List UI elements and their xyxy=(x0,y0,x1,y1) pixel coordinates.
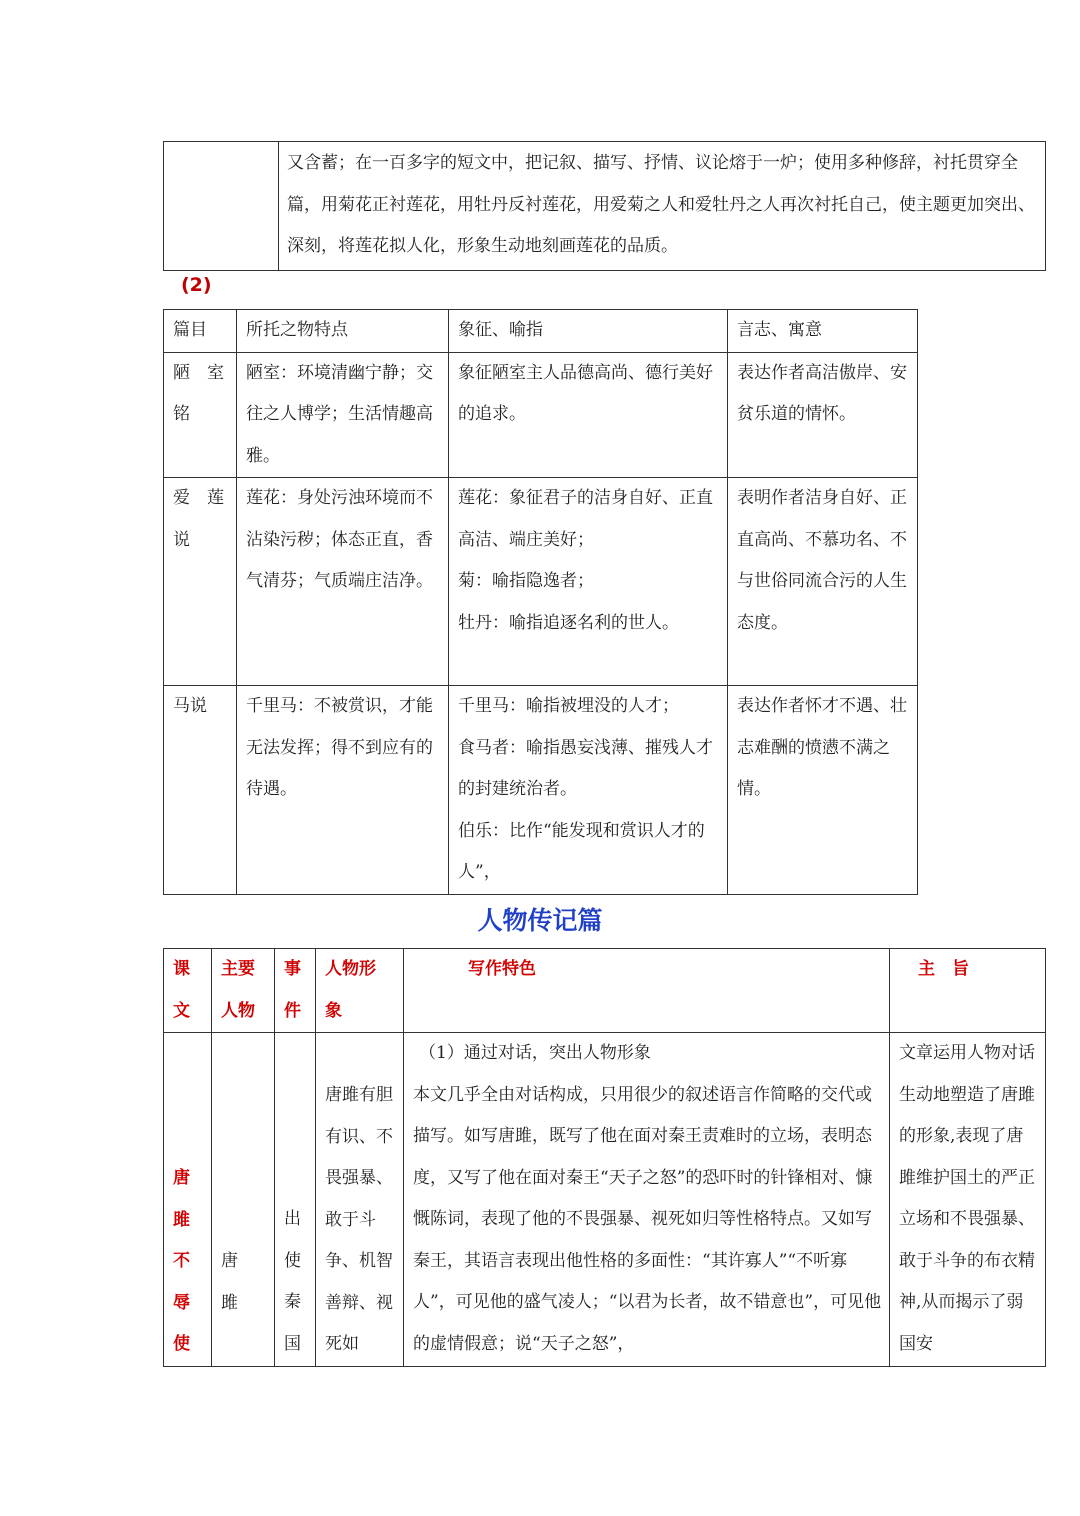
table-row xyxy=(164,478,918,686)
table-row xyxy=(164,352,918,478)
section-label: (2) xyxy=(181,274,212,296)
symbol-line: 千里马：喻指被埋没的人才； xyxy=(458,696,679,716)
symbol-line: 菊：喻指隐逸者； xyxy=(458,571,594,591)
traits-cell: 千里马：不被赏识，才能无法发挥；得不到应有的待遇。 xyxy=(237,686,449,895)
symbol-cell: 象征陋室主人品德高尚、德行美好的追求。 xyxy=(449,352,728,478)
header-cell: 象征、喻指 xyxy=(449,310,728,353)
meaning-cell: 表明作者洁身自好、正直高尚、不慕功名、不与世俗同流合污的人生态度。 xyxy=(728,478,918,686)
table-row xyxy=(164,1033,1046,1367)
header-theme: 主 旨 xyxy=(890,949,1046,1033)
header-row xyxy=(164,949,1046,1033)
symbol-cell xyxy=(449,686,728,895)
symbol-cell xyxy=(449,478,728,686)
header-event: 事 件 xyxy=(275,949,316,1033)
empty-cell xyxy=(164,142,279,271)
header-person: 主要 人物 xyxy=(212,949,275,1033)
header-feature: 写作特色 xyxy=(404,949,890,1033)
traits-cell: 陋室：环境清幽宁静；交往之人博学；生活情趣高雅。 xyxy=(237,352,449,478)
table-row xyxy=(164,686,918,895)
meaning-cell: 表达作者高洁傲岸、安贫乐道的情怀。 xyxy=(728,352,918,478)
feature-text: 本文几乎全由对话构成，只用很少的叙述语言作简略的交代或描写。如写唐雎，既写了他在面对秦王责难时的立场，表明态度，又写了他在面对秦王“天子之怒”的恐吓时的针锋相对、慷慨陈词，表现了他的不畏强暴、视死如归等性格特点。又如写秦王，其语言表现出他性格的多面性：“其许寡人”“不听寡人”，可见他的盛气凌人；“以君为长者，故不错意也”，可见他的虚情假意；说“天子之怒”， xyxy=(413,1084,882,1354)
analysis-text: 又含蓄；在一百多字的短文中，把记叙、描写、抒情、议论熔于一炉；使用多种修辞，衬托贯穿全篇，用菊花正衬莲花，用牡丹反衬莲花，用爱菊之人和爱牡丹之人再次衬托自己，使主题更加突出、深刻，将莲花拟人化，形象生动地刻画莲花的品质。 xyxy=(279,142,1046,271)
person-cell: 唐 雎 xyxy=(212,1033,275,1367)
title-cell: 陋 室铭 xyxy=(164,352,237,478)
header-image: 人物形 象 xyxy=(316,949,404,1033)
header-lesson: 课 文 xyxy=(164,949,212,1033)
symbol-line: 伯乐：比作“能发现和赏识人才的人”， xyxy=(458,820,705,882)
title-cell: 爱 莲说 xyxy=(164,478,237,686)
feature-title: （1）通过对话，突出人物形象 xyxy=(419,1043,651,1063)
symbol-line: 牡丹：喻指追逐名利的世人。 xyxy=(458,612,679,633)
table-row xyxy=(164,142,1046,271)
header-cell: 言志、寓意 xyxy=(728,310,918,353)
continuation-table xyxy=(163,141,1046,271)
image-cell: 唐雎有胆有识、不畏强暴、敢于斗争、机智善辩、视死如 xyxy=(316,1033,404,1367)
lesson-cell: 唐 雎 不 辱 使 xyxy=(164,1033,212,1367)
meaning-cell: 表达作者怀才不遇、壮志难酬的愤懑不满之情。 xyxy=(728,686,918,895)
symbolism-table xyxy=(163,309,918,895)
theme-cell: 文章运用人物对话生动地塑造了唐雎的形象,表现了唐雎维护国土的严正立场和不畏强暴、敢于斗争的布衣精神,从而揭示了弱国安 xyxy=(890,1033,1046,1367)
feature-cell xyxy=(404,1033,890,1367)
header-cell: 篇目 xyxy=(164,310,237,353)
event-cell: 出 使 秦 国 xyxy=(275,1033,316,1367)
symbol-line: 食马者：喻指愚妄浅薄、摧残人才的封建统治者。 xyxy=(458,737,713,799)
header-cell: 所托之物特点 xyxy=(237,310,449,353)
symbol-line: 莲花：象征君子的洁身自好、正直高洁、端庄美好； xyxy=(458,488,713,550)
title-cell: 马说 xyxy=(164,686,237,895)
section-heading: 人物传记篇 xyxy=(477,906,603,935)
header-row xyxy=(164,310,918,353)
traits-cell: 莲花：身处污浊环境而不沾染污秽；体态正直，香气清芬；气质端庄洁净。 xyxy=(237,478,449,686)
biography-table xyxy=(163,948,1046,1367)
